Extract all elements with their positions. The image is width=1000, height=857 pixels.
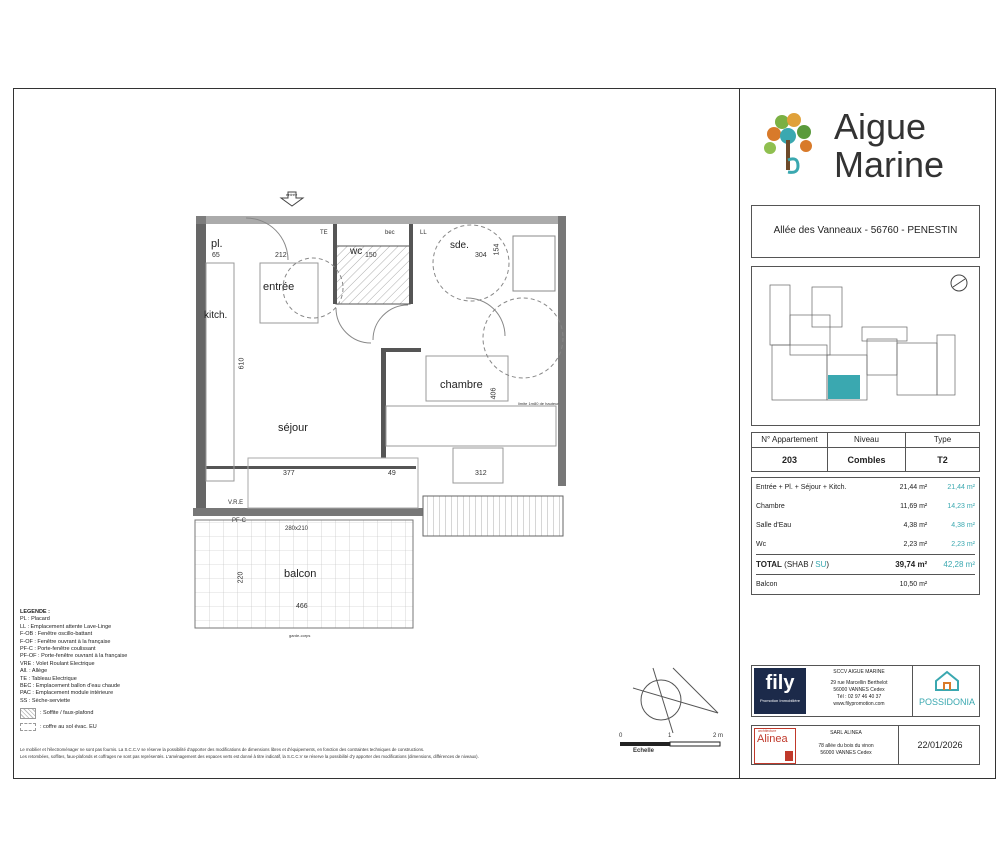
limite-label: limite 1m80 de hauteur: [518, 401, 559, 406]
brand-logo: [760, 108, 970, 188]
dim-312: 312: [475, 470, 487, 477]
alinea-logo: [754, 728, 796, 764]
value-type: T2: [937, 455, 948, 465]
dim-65: 65: [212, 252, 220, 259]
alinea-logo-text: Alinea: [757, 733, 788, 745]
dim-377: 377: [283, 470, 295, 477]
date: 22/01/2026: [898, 726, 981, 764]
total-row: [756, 555, 975, 575]
vre-label: V.R.E: [228, 500, 244, 506]
header-niveau: Niveau: [828, 433, 906, 447]
legend-item: BEC : Emplacement ballon d'eau chaude: [20, 683, 121, 690]
promoter-name: SCCV AIGUE MARINE: [833, 669, 885, 675]
te-label: TE: [320, 230, 328, 236]
brand-name-line2: Marine: [834, 144, 945, 185]
total-su: 42,28 m²: [943, 560, 975, 569]
apartment-table: [751, 432, 980, 472]
dim-406: 406: [490, 387, 498, 400]
wall-left: [196, 216, 206, 516]
areas-box: [751, 477, 980, 595]
address-text: Allée des Vanneaux - 56760 - PENESTIN: [773, 225, 958, 236]
balcon-label: Balcon: [756, 581, 778, 588]
key-plan-drawing: [752, 267, 979, 425]
legend-title: LEGENDE :: [20, 609, 50, 615]
legend: [20, 609, 127, 731]
area-label: Salle d'Eau: [756, 522, 792, 529]
alinea-logo-small: architecture: [758, 729, 777, 733]
area-row: [756, 516, 975, 535]
promoter-web: www.filypromotion.com: [833, 701, 885, 707]
soffite-swatch: [20, 708, 36, 719]
promoter-address1: 29 rue Marcellin Berthelot: [830, 680, 888, 686]
area-su: 2,23 m²: [951, 541, 975, 548]
room-label-wc: wc: [350, 246, 363, 257]
tree-icon: [760, 110, 820, 180]
legend-item: PF-OF : Porte-fenêtre ouvrant à la française: [20, 653, 128, 660]
scale-label: Echelle: [633, 748, 655, 754]
balcon-value: 10,50 m²: [899, 581, 928, 588]
room-label-entree: entrée: [263, 281, 295, 293]
header-appartement: N° Appartement: [752, 433, 828, 447]
possidonia-text: POSSIDONIA: [918, 697, 975, 707]
legend-item: SS : Sèche-serviette: [20, 697, 71, 704]
legend-item: TE : Tableau Electrique: [20, 675, 77, 682]
legend-coffre: : coffre au sol évac. EU: [40, 723, 97, 730]
area-shab: 21,44 m²: [899, 484, 928, 491]
total-label: TOTAL: [756, 560, 782, 569]
legend-item: PL : Placard: [20, 616, 50, 623]
area-row: [756, 535, 975, 555]
apartment-highlight: [828, 375, 860, 399]
fily-logo-text: fily: [765, 672, 795, 694]
room-label-sde: sde.: [450, 240, 469, 251]
value-niveau: Combles: [828, 448, 906, 472]
promoter-address2: 56000 VANNES Cedex: [833, 687, 885, 693]
gardecorps-label: garde-corps: [289, 633, 311, 638]
disclaimer-2: Les retombées, soffites, faux-plafonds et coffrages ne sont pas représentés. L'aménagement des espaces verts est donné à titre indicatif, la S.C.C.V se réserve la possibilité d'y apporter des modifications (dimensions, différences de niveaux).: [20, 754, 479, 759]
scale-0: 0: [619, 733, 623, 739]
pfc-label: PF-C: [232, 518, 246, 524]
disclaimer-1: Le mobilier et l'électroménager ne sont pas fournis. La S.C.C.V se réserve la possibilité d'apporter des modifications de dimensions libres et d'équipements, en fonction des contraintes techniques de constructions.: [20, 747, 425, 752]
area-shab: 4,38 m²: [903, 522, 928, 529]
scale-1: 1: [668, 733, 672, 739]
room-label-pl: pl.: [211, 238, 223, 250]
area-label: Chambre: [756, 503, 785, 510]
area-label: Wc: [756, 541, 767, 548]
area-row: [756, 497, 975, 516]
key-plan-box: [751, 266, 980, 426]
entry-arrow-label: entrée: [286, 192, 298, 197]
scale-2: 2 m: [713, 733, 724, 739]
legend-item: F-OF : Fenêtre ouvrant à la française: [20, 638, 111, 645]
total-label-su: SU: [815, 560, 827, 569]
area-su: 14,23 m²: [947, 503, 975, 510]
total-shab: 39,74 m²: [895, 560, 928, 569]
area-label: Entrée + Pl. + Séjour + Kitch.: [756, 484, 847, 491]
total-label-c: ): [826, 560, 830, 569]
panel-divider: [739, 88, 740, 779]
legend-item: PAC : Emplacement module intérieure: [20, 690, 114, 697]
legend-item: LL : Emplacement attente Lave-Linge: [20, 623, 112, 630]
architect-info: [798, 730, 894, 757]
area-shab: 11,69 m²: [900, 503, 928, 510]
dim-154: 154: [493, 243, 501, 256]
house-icon: [933, 670, 961, 692]
legend-item: All. : Allège: [20, 668, 48, 675]
address-box: [751, 205, 980, 258]
coffre-swatch: [20, 723, 36, 731]
wall-top: [196, 216, 566, 224]
ll-label: LL: [420, 230, 427, 236]
areas-table: [756, 478, 975, 594]
legend-item: VRE : Volet Roulant Electrique: [20, 660, 95, 667]
legend-soffite: : Soffite / faux-plafond: [40, 710, 94, 717]
room-label-kitch: kitch.: [204, 310, 228, 321]
architect-address2: 56000 VANNES Cedex: [820, 750, 872, 756]
promoter-info: [810, 669, 908, 708]
architect-name: SARL ALINEA: [830, 730, 862, 736]
dim-466: 466: [296, 603, 308, 610]
area-su: 4,38 m²: [951, 522, 975, 529]
bec-label: bec: [385, 230, 395, 236]
legend-item: F-OB : Fenêtre oscillo-battant: [20, 631, 93, 638]
pfc-dim: 280x210: [285, 526, 309, 532]
dim-150: 150: [365, 252, 377, 259]
floor-plan: [13, 88, 739, 779]
balcon-row: [756, 575, 975, 595]
area-su: 21,44 m²: [947, 484, 975, 491]
promoter-tel: Tél : 02 97 46 40 37: [836, 694, 882, 700]
terrace: [423, 496, 563, 536]
fily-logo: [754, 668, 806, 714]
room-label-sejour: séjour: [278, 422, 308, 434]
room-label-chambre: chambre: [440, 379, 483, 391]
dim-220: 220: [237, 571, 245, 584]
architect-box: [751, 725, 980, 765]
area-row: [756, 478, 975, 497]
possidonia-logo: [912, 666, 981, 716]
wall-right: [558, 216, 566, 486]
room-label-balcon: balcon: [284, 568, 317, 580]
promoter-box: [751, 665, 980, 717]
value-appartement: 203: [752, 448, 828, 472]
dim-304: 304: [475, 252, 487, 259]
architect-address1: 78 allée du bois du vinon: [818, 743, 874, 749]
dim-49: 49: [388, 470, 396, 477]
dim-212: 212: [275, 252, 287, 259]
legend-item: PF-C : Porte-fenêtre coulissant: [20, 646, 96, 653]
fily-logo-sub: Promotion Immobilière: [759, 698, 800, 703]
brand-name-line1: Aigue: [834, 106, 927, 147]
total-label-b: (SHAB /: [784, 560, 816, 569]
dim-610: 610: [238, 357, 246, 370]
area-shab: 2,23 m²: [903, 541, 928, 548]
header-type: Type: [933, 435, 952, 444]
